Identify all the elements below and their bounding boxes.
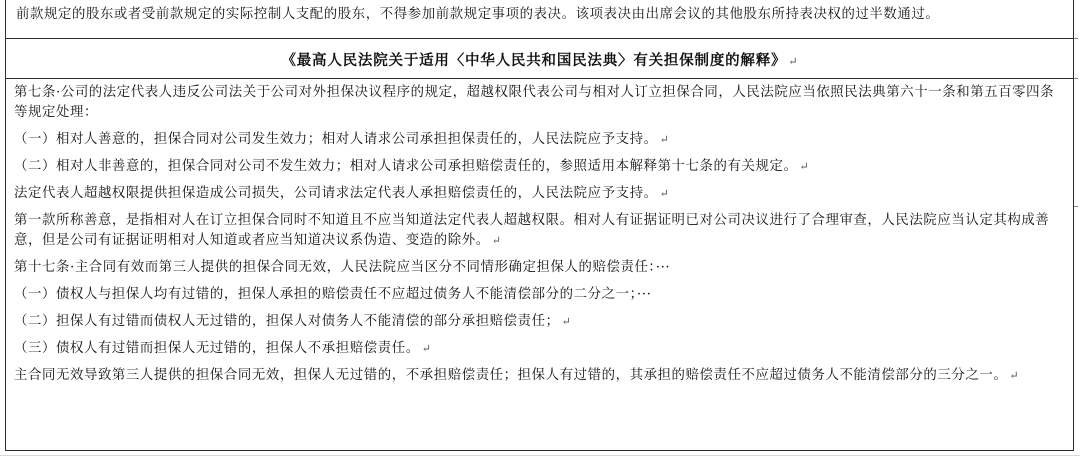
article-7-good-faith: 第一款所称善意，是指相对人在订立担保合同时不知道且不应当知道法定代表人超越权限。相对人有证据证明已对公司决议进行了合理审查，人民法院应当认定其构成善意，但是公司有证据证明相对人知道或者应当知道决议系伪造、变造的除外。 ↵ [14, 213, 1050, 248]
table-edge-mark [1074, 78, 1078, 79]
paragraph-mark: ↵ [421, 342, 432, 355]
article-17-invalid-main-contract: 主合同无效导致第三人提供的担保合同无效，担保人无过错的，不承担赔偿责任；担保人有过错的，其承担的赔偿责任不应超过债务人不能清偿部分的三分之一。 ↵ [14, 368, 1020, 383]
paragraph-mark: ↵ [799, 160, 810, 173]
paragraph-mark: ↵ [659, 133, 670, 146]
article-17-item-2: （二）担保人有过错而债权人无过错的，担保人对债务人不能清偿的部分承担赔偿责任； ↵ [14, 314, 572, 329]
paragraph-mark: ↵ [1009, 369, 1020, 382]
section-title: 《最高人民法院关于适用〈中华人民共和国民法典〉有关担保制度的解释》 [281, 52, 787, 69]
page-bottom-rule [0, 455, 1080, 456]
article-17-intro: 第十七条·主合同有效而第三人提供的担保合同无效，人民法院应当区分不同情形确定担保人的赔偿责任：··· [14, 260, 671, 275]
previous-clause-cell [6, 0, 1073, 39]
section-title-cell [6, 39, 1073, 79]
paragraph-mark: ↵ [491, 234, 502, 247]
article-7-intro: 第七条·公司的法定代表人违反公司法关于公司对外担保决议程序的规定，超越权限代表公司与相对人订立担保合同，人民法院应当依照民法典第六十一条和第五百零四条等规定处理： [14, 85, 1055, 120]
paragraph-mark: ↵ [659, 187, 670, 200]
table-edge-mark [1074, 38, 1078, 39]
article-7-item-2: （二）相对人非善意的，担保合同对公司不发生效力；相对人请求公司承担赔偿责任的，参照适用本解释第十七条的有关规定。 ↵ [14, 159, 810, 174]
table-edge-mark [1074, 206, 1078, 207]
paragraph-mark: ↵ [788, 55, 798, 68]
article-7-liability: 法定代表人超越权限提供担保造成公司损失，公司请求法定代表人承担赔偿责任的，人民法院应予支持。 ↵ [14, 186, 670, 201]
section-body-cell [6, 79, 1073, 386]
previous-clause-text: 前款规定的股东或者受前款规定的实际控制人支配的股东，不得参加前款规定事项的表决。该项表决由出席会议的其他股东所持表决权的过半数通过。 [16, 7, 940, 22]
article-17-item-3: （三）债权人有过错而担保人无过错的，担保人不承担赔偿责任。 ↵ [14, 341, 432, 356]
article-7-item-1: （一）相对人善意的，担保合同对公司发生效力；相对人请求公司承担担保责任的，人民法院应予支持。 ↵ [14, 132, 670, 147]
article-17-item-1: （一）债权人与担保人均有过错的，担保人承担的赔偿责任不应超过债务人不能清偿部分的二分之一；··· [14, 287, 652, 302]
document-table [5, 0, 1074, 451]
paragraph-mark: ↵ [561, 315, 572, 328]
